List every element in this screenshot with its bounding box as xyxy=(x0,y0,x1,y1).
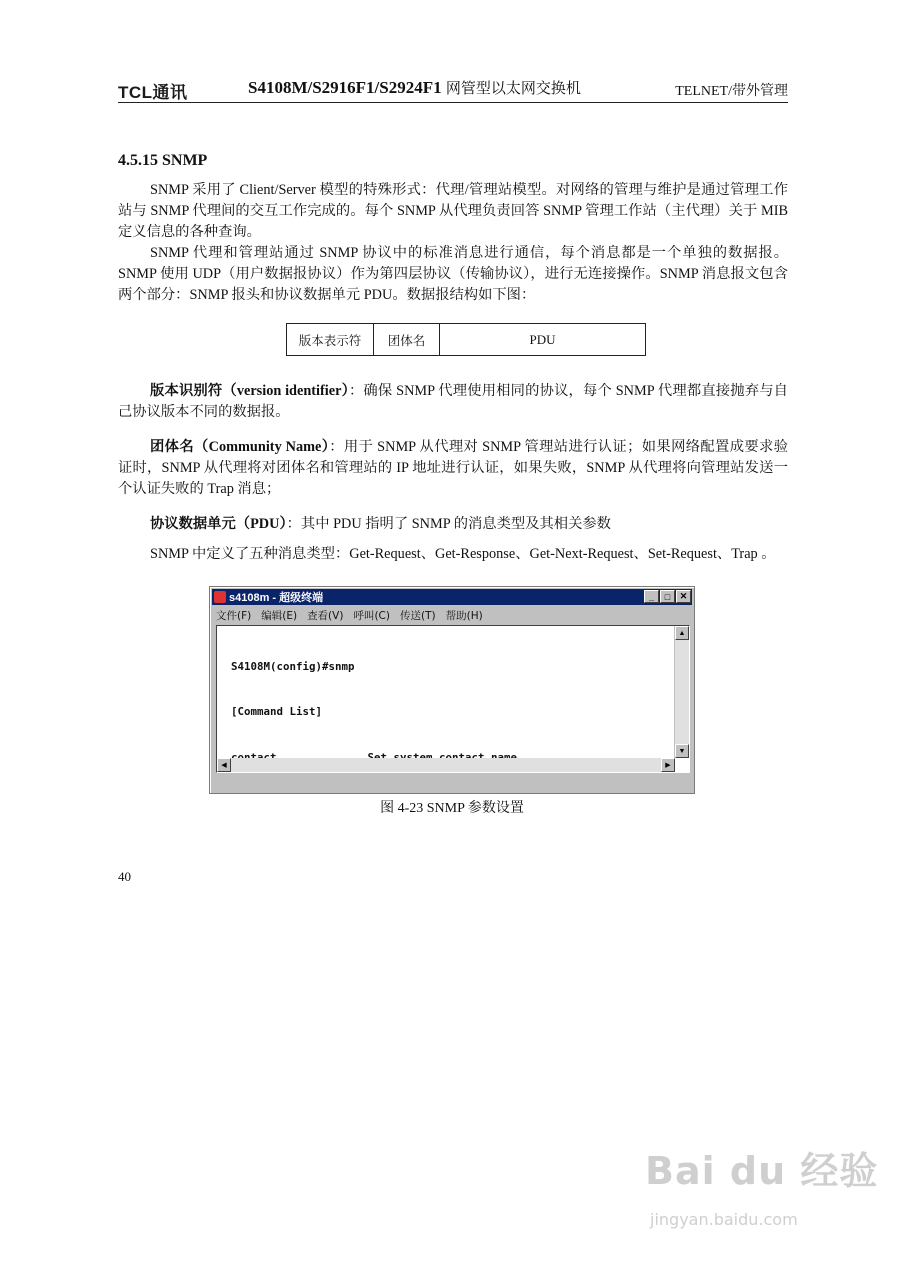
terminal-window xyxy=(209,586,695,794)
version-text: ：确保 SNMP 代理使用相同的协议，每个 SNMP 代理都直接抛弃与自己协议版本不同的数据报。 xyxy=(118,383,788,420)
menu-help[interactable]: 帮助(H) xyxy=(445,609,483,622)
title-product: 网管型以太网交换机 xyxy=(445,79,581,97)
page-number: 40 xyxy=(118,869,131,884)
paragraph-pdu xyxy=(118,514,788,535)
tcl-logo: TCL通讯 xyxy=(118,83,188,102)
community-label: 团体名（Community Name） xyxy=(150,439,330,455)
console-output xyxy=(231,629,517,773)
paragraph-version xyxy=(118,381,788,423)
watermark-url: jingyan.baidu.com xyxy=(650,1210,798,1229)
menu-transfer[interactable]: 传送(T) xyxy=(399,609,436,622)
scroll-up-icon[interactable]: ▲ xyxy=(675,626,689,640)
console-line: S4108M(config)#snmp xyxy=(231,660,355,674)
chapter-title: TELNET/带外管理 xyxy=(675,84,788,99)
pdu-text: ：其中 PDU 指明了 SNMP 的消息类型及其相关参数 xyxy=(286,516,611,532)
title-model: S4108M/S2916F1/S2924F1 xyxy=(248,78,442,97)
community-text: ：用于 SNMP 从代理对 SNMP 管理站进行认证；如果网络配置成要求验证时，SNMP 从代理将对团体名和管理站的 IP 地址进行认证，如果失败，SNMP 从代理将向管理站发送一个认证失败的 Trap 消息； xyxy=(118,439,788,497)
page-header xyxy=(118,74,788,103)
horizontal-scrollbar[interactable] xyxy=(217,758,675,772)
hyperterminal-icon xyxy=(214,591,226,603)
baidu-watermark xyxy=(645,1140,879,1229)
scroll-down-icon[interactable]: ▼ xyxy=(675,744,689,758)
watermark-brand: Bai du 经验 xyxy=(645,1149,879,1193)
close-button[interactable]: ✕ xyxy=(676,590,691,603)
menu-call[interactable]: 呼叫(C) xyxy=(353,609,390,622)
menu-file[interactable]: 文件(F) xyxy=(216,609,252,622)
menu-bar xyxy=(216,607,690,623)
window-controls xyxy=(644,590,691,603)
menu-edit[interactable]: 编辑(E) xyxy=(261,609,298,622)
terminal-titlebar[interactable] xyxy=(212,589,692,605)
section-heading: 4.5.15 SNMP xyxy=(118,152,208,169)
scroll-right-icon[interactable]: ▶ xyxy=(661,758,675,772)
paragraph-1: SNMP 采用了 Client/Server 模型的特殊形式：代理/管理站模型。对网络的管理与维护是通过管理工作站与 SNMP 代理间的交互工作完成的。每个 SNMP 从代理负责回答 SNMP 管理工作站（主代理）关于 MIB 定义信息的各种查询。 xyxy=(118,182,788,240)
pdu-cell: PDU xyxy=(529,331,556,347)
console-line: [Command List] xyxy=(231,705,323,719)
console-area[interactable] xyxy=(216,625,690,773)
version-label: 版本识别符（version identifier） xyxy=(150,383,349,399)
pdu-label: 协议数据单元（PDU） xyxy=(150,516,287,532)
version-cell: 版本表示符 xyxy=(287,324,374,355)
paragraph-community xyxy=(118,437,788,500)
menu-view[interactable]: 查看(V) xyxy=(307,609,344,622)
document-title xyxy=(248,77,581,98)
figure-caption: 图 4-23 SNMP 参数设置 xyxy=(380,801,524,816)
vertical-scrollbar[interactable] xyxy=(674,626,689,758)
community-cell: 团体名 xyxy=(374,324,440,355)
minimize-button[interactable]: _ xyxy=(644,590,659,603)
maximize-button[interactable]: □ xyxy=(660,590,675,603)
terminal-title: s4108m - 超级终端 xyxy=(229,592,324,604)
paragraph-message-types: SNMP 中定义了五种消息类型：Get-Request、Get-Response、Get-Next-Request、Set-Request、Trap 。 xyxy=(150,546,776,562)
packet-structure-table xyxy=(286,323,646,356)
paragraph-2: SNMP 代理和管理站通过 SNMP 协议中的标准消息进行通信，每个消息都是一个单独的数据报。SNMP 使用 UDP（用户数据报协议）作为第四层协议（传输协议），进行无连接操作。SNMP 消息报文包含两个部分：SNMP 报头和协议数据单元 PDU。数据报结构如下图： xyxy=(118,245,788,303)
scroll-left-icon[interactable]: ◀ xyxy=(217,758,231,772)
